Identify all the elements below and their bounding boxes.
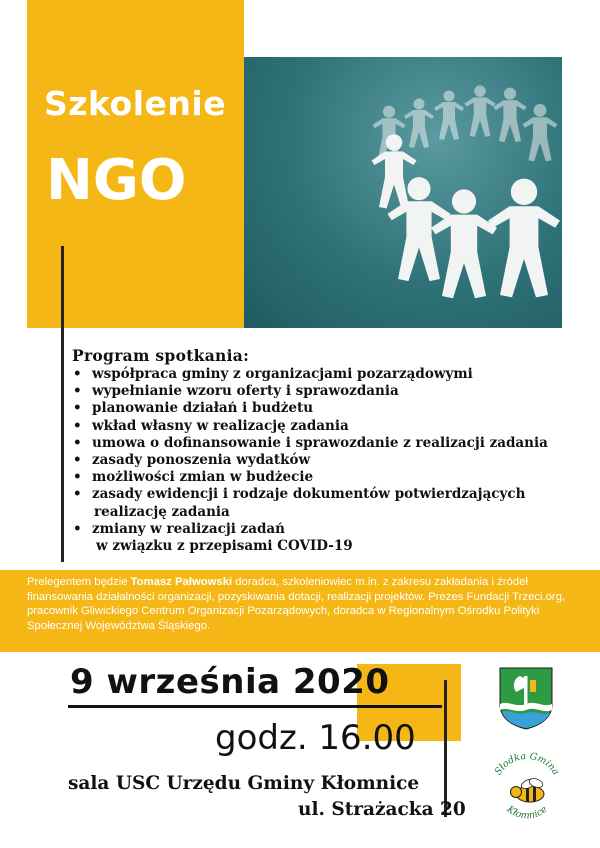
program-item: [72, 469, 572, 486]
event-place: sala USC Urzędu Gminy Kłomnice: [68, 773, 420, 794]
program-item: [72, 366, 572, 383]
speaker-description: doradca, szkoleniowiec m.in. z zakresu zakładania i źródeł finansowania działalności organizacji, pozyskiwania dotacji, realizacji projektów. Prezes Fundacji Trzeci.org, pracownik Gliwickiego Centrum Organizacji Pozarządowych, doradca w Regionalnym Ośrodku Polityki Społecznej Województwa Śląskiego.: [27, 576, 566, 632]
program-item: [72, 435, 572, 452]
program-item-text: możliwości zmian w budżecie: [92, 469, 314, 486]
title-line1: Szkolenie: [44, 84, 227, 123]
program-title: Program spotkania:: [72, 346, 250, 365]
municipality-crest-icon: [498, 666, 554, 730]
bee-logo-text-bottom: Kłomnice: [504, 803, 550, 822]
paper-figures-illustration: [244, 57, 562, 328]
bullet-icon: •: [73, 520, 82, 537]
program-item-text: wypełnianie wzoru oferty i sprawozdania: [92, 383, 399, 400]
program-section: [72, 346, 572, 555]
bullet-icon: •: [73, 486, 82, 503]
program-item: [72, 418, 572, 435]
program-item-text: w związku z przepisami COVID-19: [96, 538, 353, 555]
decorative-vertical-line-right: [444, 680, 447, 817]
program-item-text: umowa o dofinansowanie i sprawozdanie z realizacji zadania: [92, 434, 548, 451]
program-item: [72, 521, 572, 555]
program-item-text: zmiany w realizacji zadań: [92, 520, 285, 537]
program-item-text: planowanie działań i budżetu: [92, 400, 314, 417]
program-item: [72, 400, 572, 417]
paper-people-photo: [244, 57, 562, 328]
bee-logo-text-top: Słodka Gmina: [492, 750, 562, 778]
program-item: [72, 486, 572, 520]
bullet-icon: •: [73, 417, 82, 434]
bee-icon: [511, 777, 545, 802]
event-time: godz. 16.00: [215, 718, 416, 758]
bullet-icon: •: [73, 469, 82, 486]
speaker-lead: Prelegentem będzie: [27, 576, 131, 588]
speaker-name: Tomasz Pałwowski: [130, 576, 233, 588]
title-line2: NGO: [46, 148, 187, 213]
program-item-text: współpraca gminy z organizacjami pozarządowymi: [92, 366, 473, 382]
program-item-text: zasady ewidencji i rodzaje dokumentów potwierdzających: [92, 486, 526, 503]
bullet-icon: •: [73, 383, 82, 400]
bullet-icon: •: [73, 366, 82, 382]
program-item-text: zasady ponoszenia wydatków: [92, 452, 311, 469]
event-address: ul. Strażacka 20: [298, 799, 466, 820]
program-item: [72, 383, 572, 400]
program-item: [72, 452, 572, 469]
sweet-commune-bee-logo: [486, 748, 568, 828]
speaker-info: [27, 575, 587, 633]
bullet-icon: •: [73, 400, 82, 417]
program-item-text: wkład własny w realizację zadania: [92, 417, 349, 434]
bullet-icon: •: [73, 452, 82, 469]
program-item-text: realizację zadania: [94, 503, 230, 520]
bullet-icon: •: [73, 434, 82, 451]
event-date: 9 września 2020: [70, 662, 390, 702]
decorative-vertical-line: [61, 246, 64, 562]
date-underline: [68, 705, 442, 708]
program-list: [72, 366, 572, 555]
